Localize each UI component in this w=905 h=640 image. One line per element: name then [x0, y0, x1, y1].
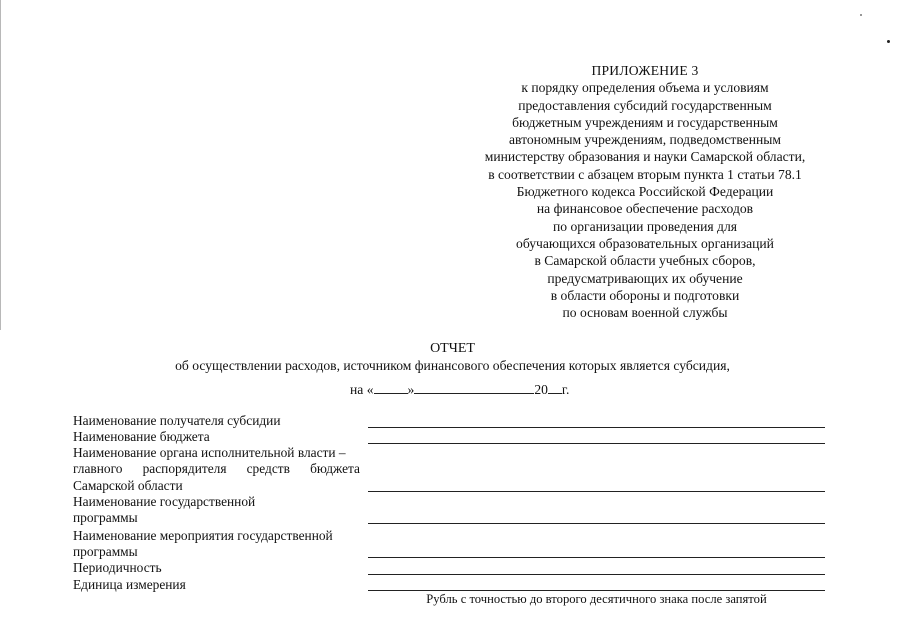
- field-line-recipient[interactable]: [368, 427, 825, 428]
- appendix-line: в области обороны и подготовки: [550, 287, 740, 303]
- scan-speck: [860, 14, 862, 16]
- year-blank[interactable]: [548, 381, 562, 394]
- appendix-line: по основам военной службы: [562, 305, 728, 321]
- field-line-authority[interactable]: [368, 491, 825, 492]
- field-label-authority: [73, 445, 360, 494]
- field-label-recipient: [73, 413, 360, 429]
- report-date: [350, 381, 569, 398]
- appendix-line: на финансовое обеспечение расходов: [536, 201, 754, 217]
- field-line-periodicity[interactable]: [368, 574, 825, 575]
- appendix-title: ПРИЛОЖЕНИЕ 3: [591, 63, 699, 78]
- field-label-line: Самарской области: [73, 477, 183, 493]
- field-label-line: Единица измерения: [73, 577, 186, 592]
- appendix-line: к порядку определения объема и условиям: [521, 80, 769, 96]
- date-suffix: г.: [561, 382, 570, 397]
- report-title: ОТЧЕТ: [430, 341, 475, 356]
- appendix-line: обучающихся образовательных организаций: [516, 235, 774, 251]
- month-blank[interactable]: [414, 381, 534, 394]
- appendix-block: [455, 62, 835, 321]
- date-prefix: на «: [350, 382, 374, 397]
- units-note: Рубль с точностью до второго десятичного знака после запятой: [426, 592, 767, 606]
- appendix-line: по организации проведения для: [552, 218, 737, 234]
- field-label-line: Периодичность: [73, 560, 162, 575]
- field-line-program[interactable]: [368, 523, 825, 524]
- field-label-line: программы: [73, 544, 138, 560]
- field-label-line: Наименование государственной: [73, 494, 256, 509]
- field-label-line: Наименование мероприятия государственной: [73, 528, 333, 543]
- date-year: 20: [534, 382, 548, 397]
- appendix-line: предоставления субсидий государственным: [518, 97, 772, 113]
- appendix-line: Бюджетного кодекса Российской Федерации: [516, 184, 774, 200]
- day-blank[interactable]: [374, 381, 408, 394]
- scan-edge: [0, 0, 1, 330]
- field-label-periodicity: [73, 560, 360, 576]
- field-label-program: [73, 494, 360, 527]
- field-label-line: Наименование органа исполнительной власти –: [73, 445, 346, 460]
- field-label-line: Наименование получателя субсидии: [73, 413, 281, 428]
- field-line-unit[interactable]: [368, 590, 825, 591]
- appendix-line: предусматривающих их обучение: [547, 270, 743, 286]
- field-label-budget: [73, 429, 360, 445]
- report-subtitle: об осуществлении расходов, источником финансового обеспечения которых является субсидия,: [175, 358, 730, 373]
- appendix-line: бюджетным учреждениям и государственным: [512, 114, 778, 130]
- field-label-unit: [73, 577, 360, 593]
- scan-speck: [887, 40, 890, 43]
- field-label-line: главного распорядителя средств бюджета: [73, 461, 360, 477]
- appendix-line: министерству образования и науки Самарской области,: [484, 149, 806, 165]
- field-line-activity[interactable]: [368, 557, 825, 558]
- appendix-line: автономным учреждениям, подведомственным: [509, 132, 781, 148]
- field-label-line: программы: [73, 510, 138, 526]
- date-mid: »: [407, 382, 415, 397]
- field-label-activity: [73, 528, 360, 561]
- appendix-line: в соответствии с абзацем вторым пункта 1 статьи 78.1: [488, 166, 802, 182]
- appendix-line: в Самарской области учебных сборов,: [534, 253, 756, 269]
- field-line-budget[interactable]: [368, 443, 825, 444]
- field-label-line: Наименование бюджета: [73, 429, 210, 444]
